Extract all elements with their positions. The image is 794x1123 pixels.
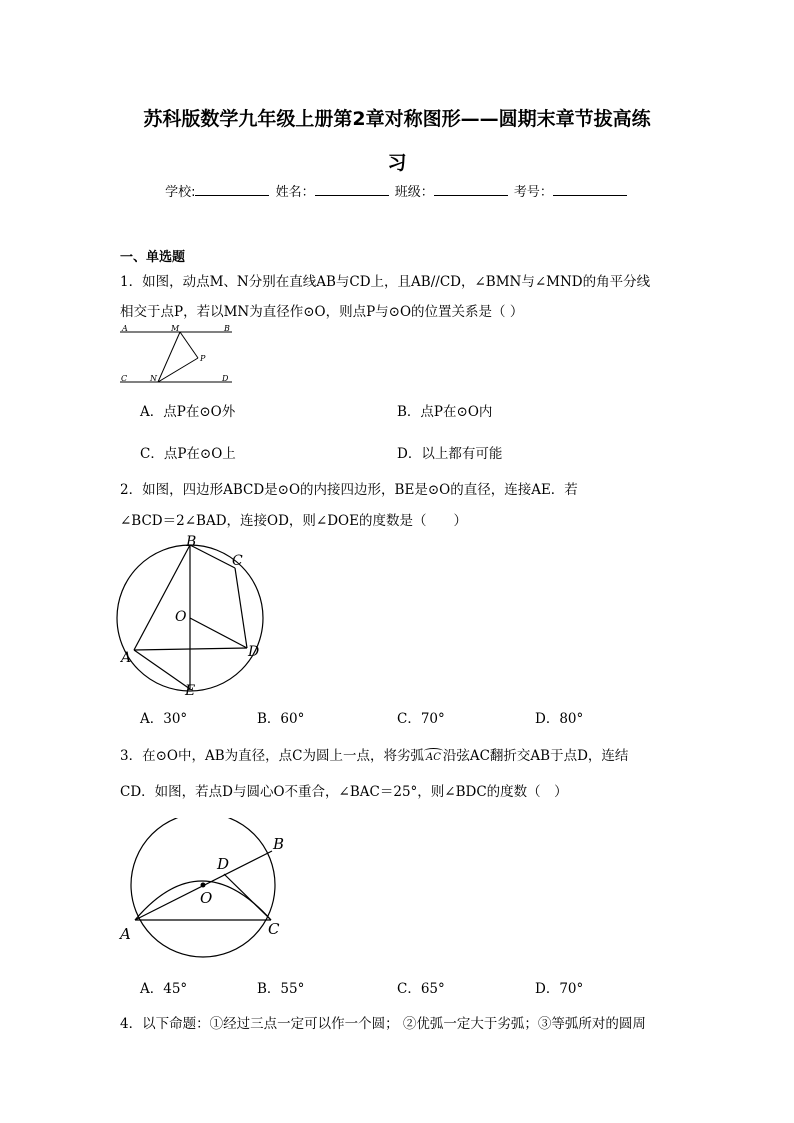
label-b: B xyxy=(224,324,230,333)
label-b: B xyxy=(186,534,197,550)
q1-figure xyxy=(118,322,238,388)
label-c: C xyxy=(232,553,243,569)
center-point xyxy=(201,883,206,888)
q3-text-line1 xyxy=(120,744,628,764)
q1-text-line2: 相交于点P，若以MN为直径作⊙O，则点P与⊙O的位置关系是（ ） xyxy=(120,304,524,320)
q2-option-d[interactable]: D．80° xyxy=(535,711,584,727)
number-blank[interactable] xyxy=(553,183,627,196)
student-info xyxy=(0,181,794,200)
segment-od xyxy=(190,618,247,648)
school-label: 学校: xyxy=(165,185,196,200)
q3-figure xyxy=(116,818,296,974)
label-a: A xyxy=(121,650,132,666)
q1-option-a[interactable]: A．点P在⊙O外 xyxy=(140,404,236,420)
q3-text-part2: 沿弦AC翻折交AB于点D，连结 xyxy=(442,748,629,764)
q2-option-c[interactable]: C．70° xyxy=(397,711,445,727)
segment-ab xyxy=(134,545,190,650)
label-o: O xyxy=(200,889,213,907)
segment-ae xyxy=(134,650,190,689)
q3-text-line2: CD．如图，若点D与圆心O不重合，∠BAC＝25°，则∠BDC的度数（ ） xyxy=(120,784,568,800)
label-a: A xyxy=(120,925,131,943)
label-d: D xyxy=(222,374,229,383)
segment-mp xyxy=(180,332,198,358)
label-d: D xyxy=(248,644,260,660)
label-b: B xyxy=(273,835,285,853)
label-n: N xyxy=(150,374,157,383)
q4-text-line1: 4．以下命题：①经过三点一定可以作一个圆； ②优弧一定大于劣弧；③等弧所对的圆周 xyxy=(120,1016,646,1032)
q2-text-line1: 2．如图，四边形ABCD是⊙O的内接四边形，BE是⊙O的直径，连接AE．若 xyxy=(120,482,578,498)
segment-np xyxy=(158,358,198,382)
q1-text-line1: 1．如图，动点M、N分别在直线AB与CD上，且AB//CD，∠BMN与∠MND的角平分线 xyxy=(120,274,651,290)
q2-option-b[interactable]: B．60° xyxy=(257,711,305,727)
label-e: E xyxy=(185,683,196,699)
segment-cd xyxy=(235,568,247,648)
name-blank[interactable] xyxy=(315,183,389,196)
label-p: P xyxy=(200,354,206,363)
label-m: M xyxy=(171,324,180,333)
q3-option-d[interactable]: D．70° xyxy=(535,981,584,997)
label-o: O xyxy=(175,609,187,625)
q3-option-c[interactable]: C．65° xyxy=(397,981,445,997)
q3-option-a[interactable]: A．45° xyxy=(140,981,188,997)
q3-option-b[interactable]: B．55° xyxy=(257,981,305,997)
label-d: D xyxy=(217,855,230,873)
q2-figure xyxy=(116,532,276,700)
q2-text-line2: ∠BCD＝2∠BAD，连接OD，则∠DOE的度数是（ ） xyxy=(120,513,467,529)
q1-option-b[interactable]: B．点P在⊙O内 xyxy=(397,404,493,420)
q1-option-c[interactable]: C．点P在⊙O上 xyxy=(140,446,236,462)
segment-dc xyxy=(224,874,271,920)
section-heading: 一、单选题 xyxy=(120,250,186,265)
school-blank[interactable] xyxy=(195,183,269,196)
segment-mn xyxy=(158,332,180,382)
name-label: 姓名： xyxy=(275,185,315,200)
q1-option-d[interactable]: D．以上都有可能 xyxy=(397,446,503,462)
label-a: A xyxy=(122,324,128,333)
label-c: C xyxy=(268,920,280,938)
q3-text-part1: 3．在⊙O中，AB为直径，点C为圆上一点，将劣弧 xyxy=(120,748,424,764)
class-label: 班级： xyxy=(394,185,434,200)
page-title: 苏科版数学九年级上册第2章对称图形——圆期末章节拔高练 xyxy=(143,108,651,130)
class-blank[interactable] xyxy=(434,183,508,196)
number-label: 考号： xyxy=(513,185,553,200)
arc-ac-notation: AC xyxy=(424,752,443,763)
q2-option-a[interactable]: A．30° xyxy=(140,711,188,727)
label-c: C xyxy=(121,374,128,383)
page-title-continued: 习 xyxy=(387,152,407,174)
